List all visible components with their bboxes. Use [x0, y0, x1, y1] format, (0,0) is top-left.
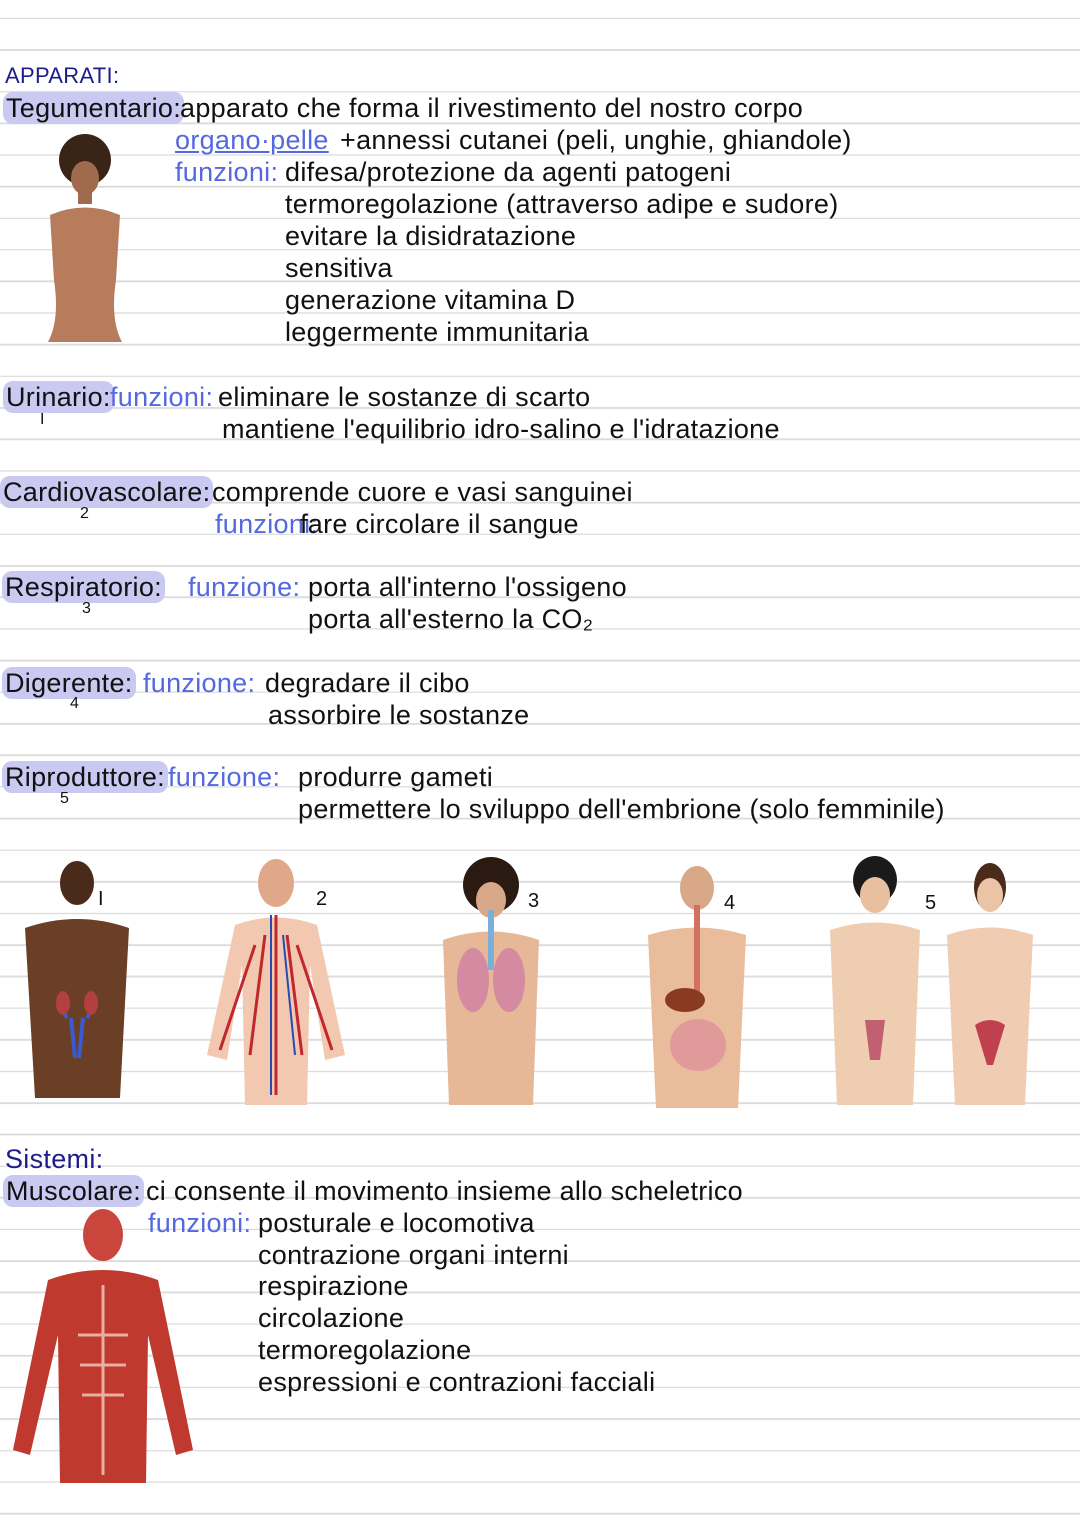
- funzioni-label: funzioni:: [215, 509, 319, 539]
- funzione-item: contrazione organi interni: [258, 1240, 569, 1270]
- organo-label: organo·pelle: [175, 125, 329, 155]
- figure-number: I: [98, 888, 104, 910]
- funzione-item: generazione vitamina D: [285, 285, 576, 315]
- funzioni-label: funzioni:: [110, 382, 214, 412]
- funzione-item: mantiene l'equilibrio idro-salino e l'idratazione: [222, 414, 780, 444]
- number-label: 4: [70, 695, 79, 712]
- label-digerente: Digerente:: [2, 667, 136, 699]
- tegumentario-desc: apparato che forma il rivestimento del nostro corpo: [180, 93, 804, 123]
- muscular-system-figure: [8, 1205, 198, 1483]
- figure-number: 5: [925, 892, 937, 914]
- funzione-item: posturale e locomotiva: [258, 1208, 535, 1238]
- funzione-label: funzione:: [168, 762, 281, 792]
- number-label: 3: [82, 600, 91, 617]
- cardiovascular-system-figure: [195, 855, 357, 1107]
- funzione-item: espressioni e contrazioni facciali: [258, 1367, 656, 1397]
- funzione-item: termoregolazione: [258, 1335, 472, 1365]
- digestive-system-figure: [640, 860, 755, 1108]
- funzione-item: respirazione: [258, 1271, 409, 1301]
- funzione-item: leggermente immunitaria: [285, 317, 590, 347]
- funzioni-label: funzioni:: [148, 1208, 252, 1238]
- funzione-label: funzione:: [188, 572, 301, 602]
- label-respiratorio: Respiratorio:: [2, 571, 165, 603]
- funzione-item: termoregolazione (attraverso adipe e sudore): [285, 189, 839, 219]
- funzione-item: evitare la disidratazione: [285, 221, 577, 251]
- funzione-item: degradare il cibo: [265, 668, 470, 698]
- funzione-item: circolazione: [258, 1303, 405, 1333]
- funzione-item: porta all'interno l'ossigeno: [308, 572, 627, 602]
- funzione-item: fare circolare il sangue: [300, 509, 579, 539]
- label-riproduttore: Riproduttore:: [2, 761, 168, 793]
- funzioni-label: funzioni:: [175, 157, 279, 187]
- figure-number: 4: [724, 892, 736, 914]
- urinary-system-figure: [15, 858, 140, 1108]
- skin-body-figure: [30, 130, 140, 342]
- funzione-item: difesa/protezione da agenti patogeni: [285, 157, 732, 187]
- funzione-item: permettere lo sviluppo dell'embrione (solo femminile): [298, 794, 945, 824]
- number-label: I: [40, 411, 45, 428]
- figure-number: 2: [316, 888, 328, 910]
- label-tegumentario: Tegumentario:: [3, 92, 184, 124]
- muscolare-desc: ci consente il movimento insieme allo scheletrico: [146, 1176, 743, 1206]
- funzione-item: sensitiva: [285, 253, 393, 283]
- label-urinario: Urinario:: [3, 381, 114, 413]
- funzione-item: produrre gameti: [298, 762, 494, 792]
- cardiovascolare-desc: comprende cuore e vasi sanguinei: [212, 477, 633, 507]
- reproductive-system-figure: [825, 855, 1050, 1107]
- annessi-text: +annessi cutanei (peli, unghie, ghiandole): [340, 125, 852, 155]
- figure-number: 3: [528, 890, 540, 912]
- funzione-item: eliminare le sostanze di scarto: [218, 382, 591, 412]
- funzione-item: porta all'esterno la CO₂: [308, 604, 594, 634]
- heading-sistemi: Sistemi:: [5, 1144, 104, 1174]
- funzione-item: assorbire le sostanze: [268, 700, 530, 730]
- label-cardiovascolare: Cardiovascolare:: [0, 476, 213, 508]
- label-muscolare: Muscolare:: [3, 1175, 144, 1207]
- number-label: 2: [80, 505, 89, 522]
- funzione-label: funzione:: [143, 668, 256, 698]
- heading-apparati: APPARATI:: [5, 63, 120, 88]
- number-label: 5: [60, 790, 69, 807]
